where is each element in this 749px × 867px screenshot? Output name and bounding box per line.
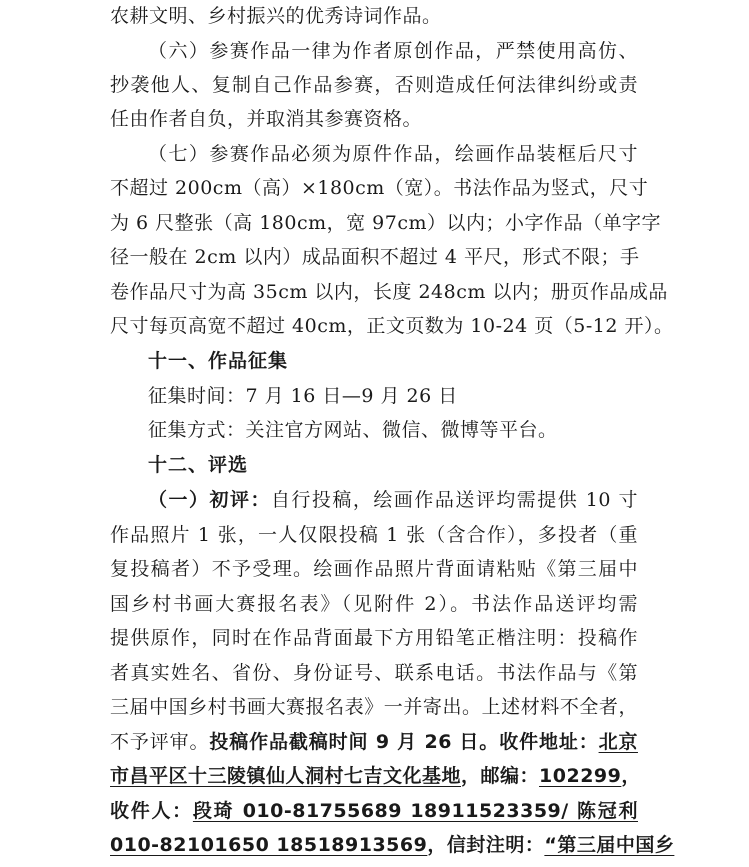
deadline-line — [110, 730, 638, 754]
receiver-label: 收件人： — [110, 800, 193, 822]
section-heading-12: 十二、评选 — [148, 454, 249, 476]
body-line: 径一般在 2cm 以内）成品面积不超过 4 平尺，形式不限；手 — [110, 246, 640, 268]
body-line: 不超过 200cm（高）×180cm（宽）。书法作品为竖式，尺寸 — [110, 177, 649, 199]
body-line: 者真实姓名、省份、身份证号、联系电话。书法作品与《第 — [110, 662, 638, 684]
envelope-note: “第三届中国乡 — [544, 834, 675, 856]
collection-time: 征集时间：7 月 16 日—9 月 26 日 — [148, 385, 458, 407]
receiver-contacts-1: 段琦 010-81755689 18911523359/ 陈冠利 — [192, 800, 638, 822]
address-label: 收件地址： — [499, 731, 599, 753]
comma: ， — [621, 765, 641, 787]
receiver-contacts-2: 010-82101650 18518913569 — [110, 834, 428, 856]
deadline-text: 投稿作品截稿时间 9 月 26 日。 — [209, 731, 500, 753]
address-part-1: 北京 — [598, 731, 638, 753]
body-line: 提供原作，同时在作品背面最下方用铅笔正楷注明：投稿作 — [110, 627, 638, 649]
receiver-line — [110, 799, 638, 823]
body-line: 卷作品尺寸为高 35cm 以内，长度 248cm 以内；册页作品成品 — [110, 281, 668, 303]
first-review-text: 自行投稿，绘画作品送评均需提供 10 寸 — [270, 489, 638, 511]
body-line: 作品照片 1 张，一人仅限投稿 1 张（含合作），多投者（重 — [110, 524, 638, 546]
body-line: （七）参赛作品必须为原件作品，绘画作品装框后尺寸 — [148, 143, 638, 165]
body-line: 任由作者自负，并取消其参赛资格。 — [110, 108, 423, 130]
section-heading-11: 十一、作品征集 — [148, 350, 289, 372]
body-line: 国乡村书画大赛报名表》（见附件 2）。书法作品送评均需 — [110, 593, 638, 615]
collection-method: 征集方式：关注官方网站、微信、微博等平台。 — [148, 419, 558, 441]
body-line: 三届中国乡村书画大赛报名表》一并寄出。上述材料不全者， — [110, 696, 638, 718]
postcode-label: ，邮编： — [461, 765, 540, 787]
no-review-text: 不予评审。 — [110, 731, 210, 753]
envelope-label: ，信封注明： — [427, 834, 545, 856]
body-line: 尺寸每页高宽不超过 40cm，正文页数为 10-24 页（5-12 开）。 — [110, 315, 674, 337]
address-line — [110, 764, 641, 788]
body-line: 复投稿者）不予受理。绘画作品照片背面请粘贴《第三届中 — [110, 558, 638, 580]
body-line: 抄袭他人、复制自己作品参赛，否则造成任何法律纠纷或责 — [110, 74, 638, 96]
address-part-2: 市昌平区十三陵镇仙人洞村七吉文化基地 — [110, 765, 462, 787]
review-paragraph-first-line — [148, 488, 638, 512]
body-line: 为 6 尺整张（高 180cm，宽 97cm）以内；小字作品（单字字 — [110, 212, 662, 234]
receiver-line-2 — [110, 833, 675, 857]
postcode: 102299 — [539, 765, 622, 787]
body-line: （六）参赛作品一律为作者原创作品，严禁使用高仿、 — [148, 40, 638, 62]
body-line: 农耕文明、乡村振兴的优秀诗词作品。 — [110, 5, 442, 27]
first-review-label: （一）初评： — [148, 489, 271, 511]
